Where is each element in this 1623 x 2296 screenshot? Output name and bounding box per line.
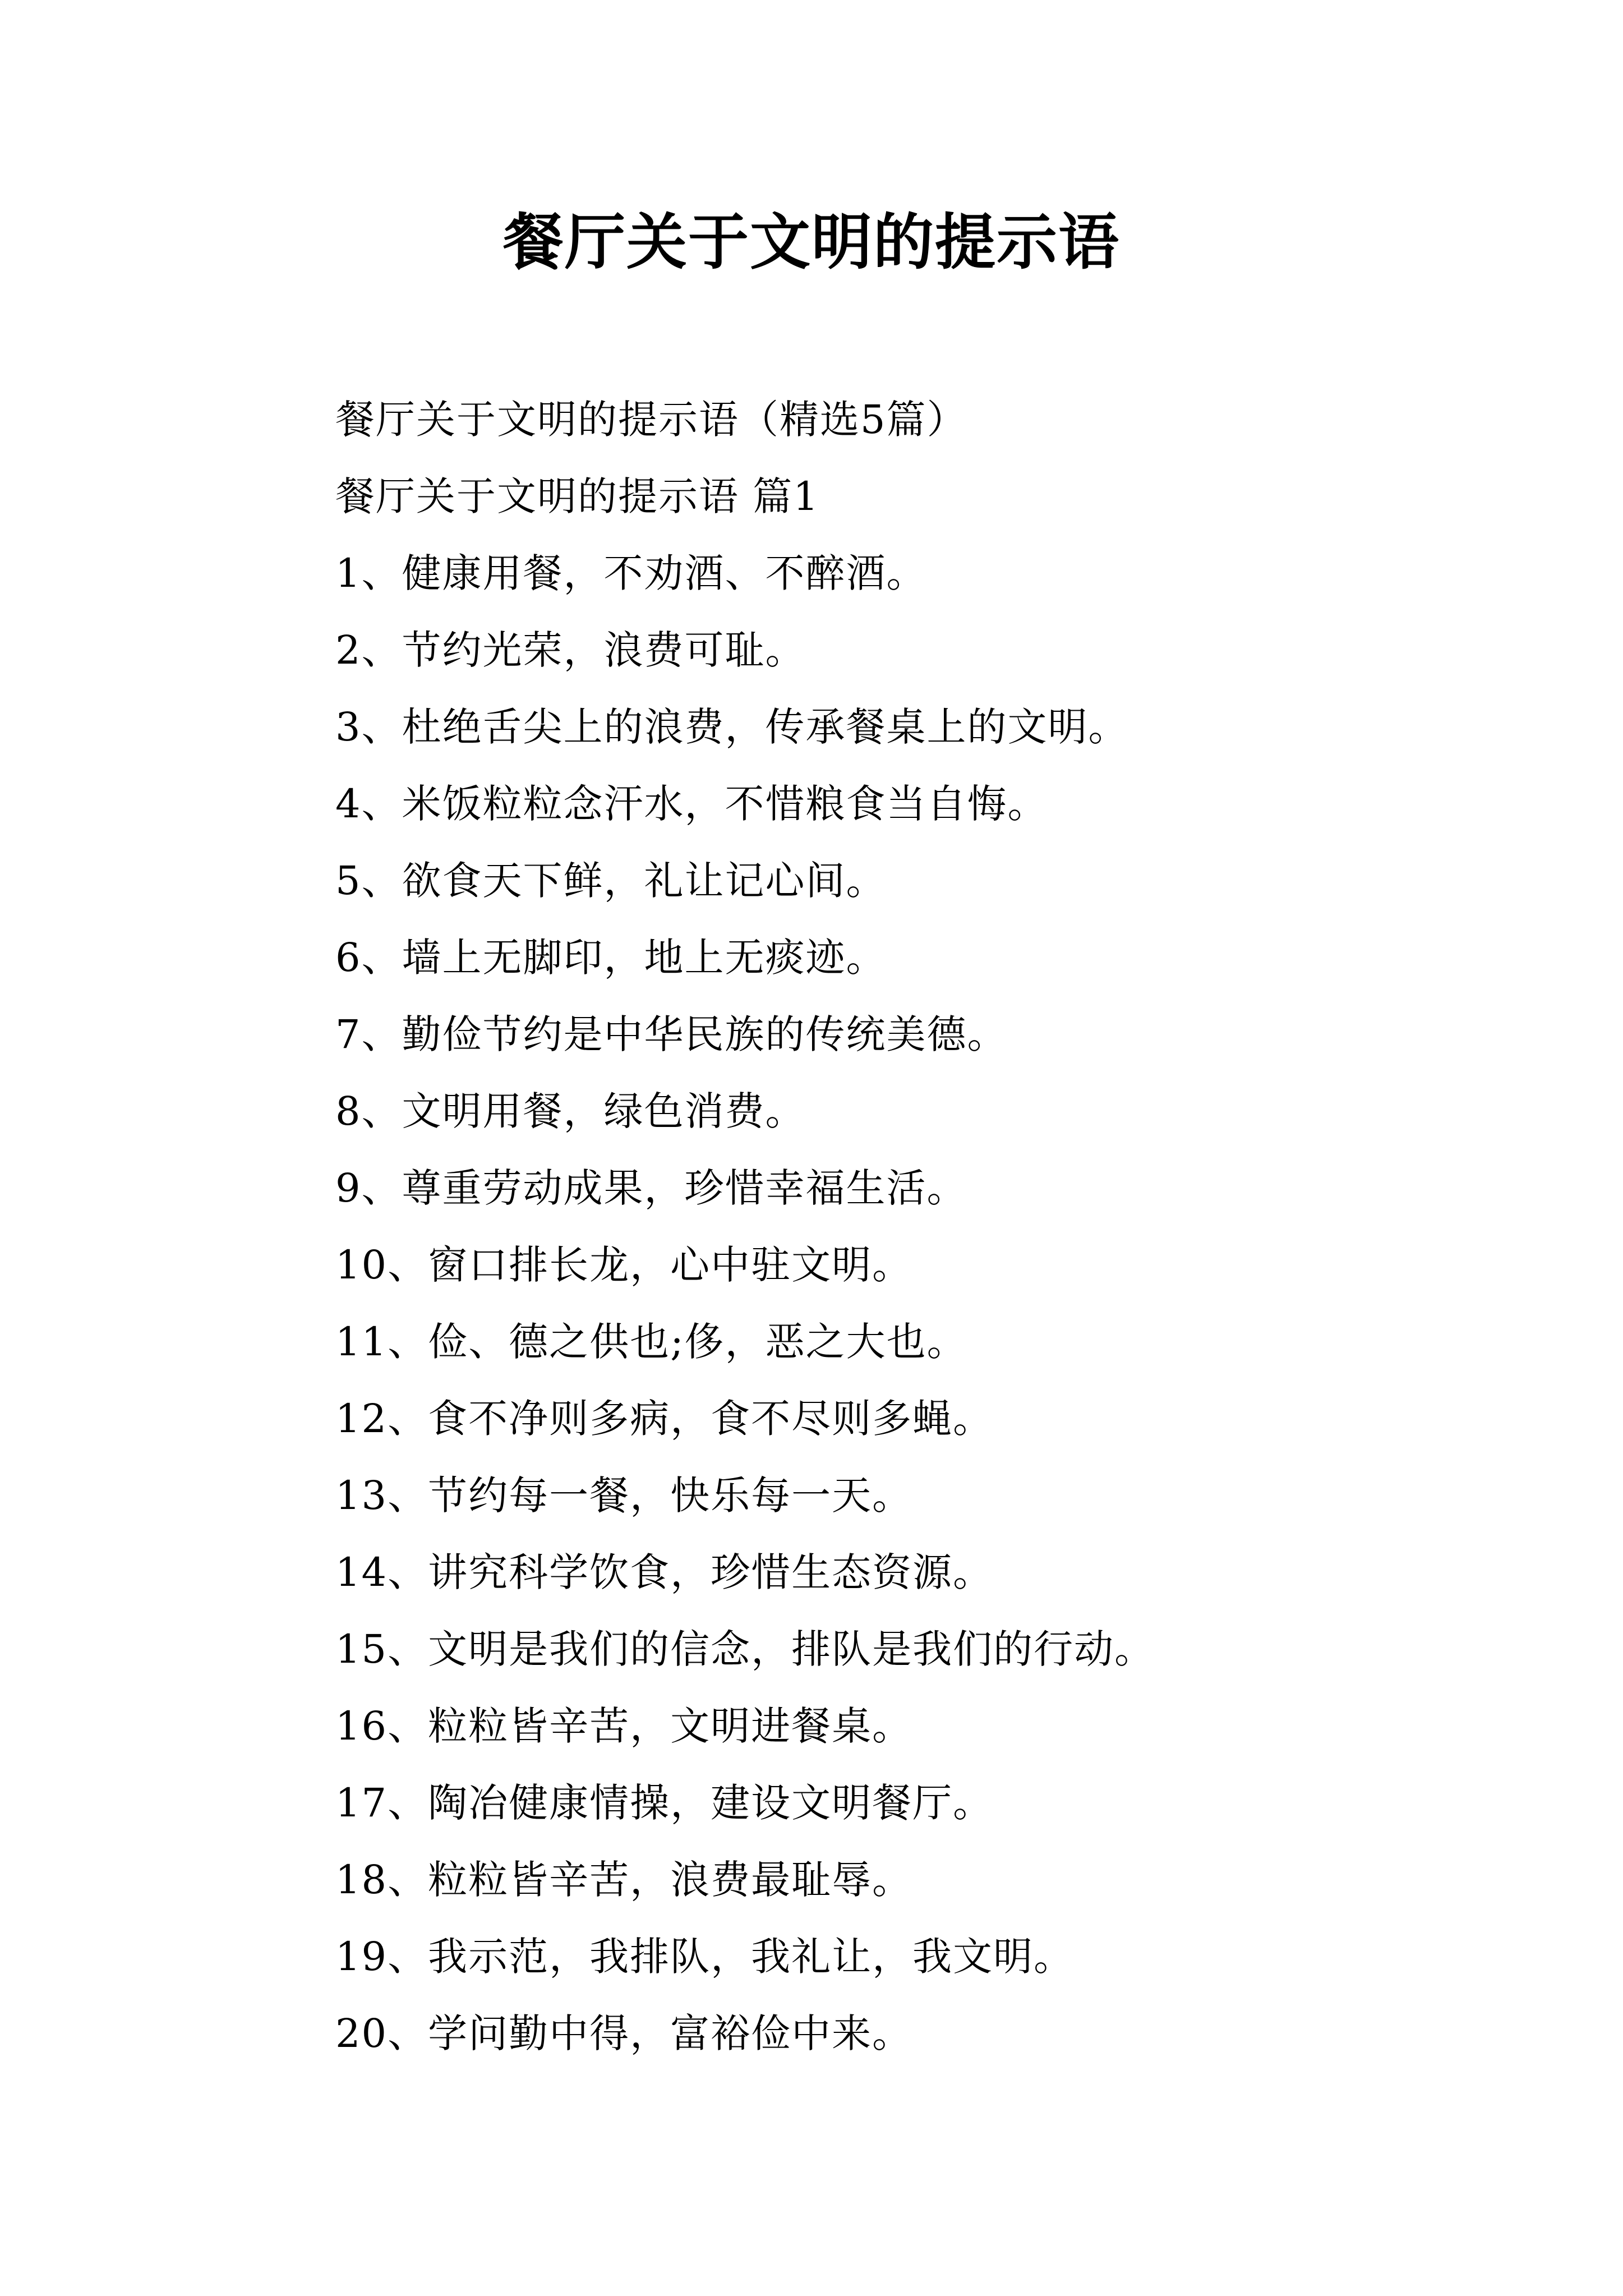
- list-item: 17、陶冶健康情操，建设文明餐厅。: [335, 1780, 994, 1826]
- document-title: 餐厅关于文明的提示语: [502, 207, 1120, 278]
- list-item: 1、健康用餐，不劝酒、不醉酒。: [335, 550, 927, 596]
- list-item: 20、学问勤中得，富裕俭中来。: [335, 2010, 913, 2056]
- document-body: [335, 381, 1513, 2072]
- section-heading: 餐厅关于文明的提示语 篇1: [335, 473, 819, 519]
- list-item: 19、我示范，我排队，我礼让，我文明。: [335, 1934, 1075, 1980]
- list-item: 3、杜绝舌尖上的浪费，传承餐桌上的文明。: [335, 704, 1129, 750]
- list-item: 10、窗口排长龙，心中驻文明。: [335, 1242, 913, 1288]
- list-item: 2、节约光荣，浪费可耻。: [335, 627, 806, 673]
- list-item: 13、节约每一餐，快乐每一天。: [335, 1473, 913, 1519]
- list-item: 16、粒粒皆辛苦，文明进餐桌。: [335, 1703, 913, 1749]
- list-item: 18、粒粒皆辛苦，浪费最耻辱。: [335, 1857, 913, 1903]
- list-item: 14、讲究科学饮食，珍惜生态资源。: [335, 1549, 994, 1595]
- list-item: 15、文明是我们的信念，排队是我们的行动。: [335, 1626, 1155, 1672]
- list-item: 12、食不净则多病，食不尽则多蝇。: [335, 1396, 994, 1442]
- list-item: 7、勤俭节约是中华民族的传统美德。: [335, 1011, 1008, 1057]
- list-item: 11、俭、德之供也;侈，恶之大也。: [335, 1319, 967, 1365]
- list-item: 5、欲食天下鲜，礼让记心间。: [335, 858, 887, 904]
- list-item: 8、文明用餐，绿色消费。: [335, 1088, 806, 1134]
- list-item: 9、尊重劳动成果，珍惜幸福生活。: [335, 1165, 967, 1211]
- list-item: 6、墙上无脚印，地上无痰迹。: [335, 935, 887, 981]
- document-subtitle: 餐厅关于文明的提示语（精选5篇）: [335, 397, 967, 443]
- list-item: 4、米饭粒粒念汗水，不惜粮食当自悔。: [335, 781, 1048, 827]
